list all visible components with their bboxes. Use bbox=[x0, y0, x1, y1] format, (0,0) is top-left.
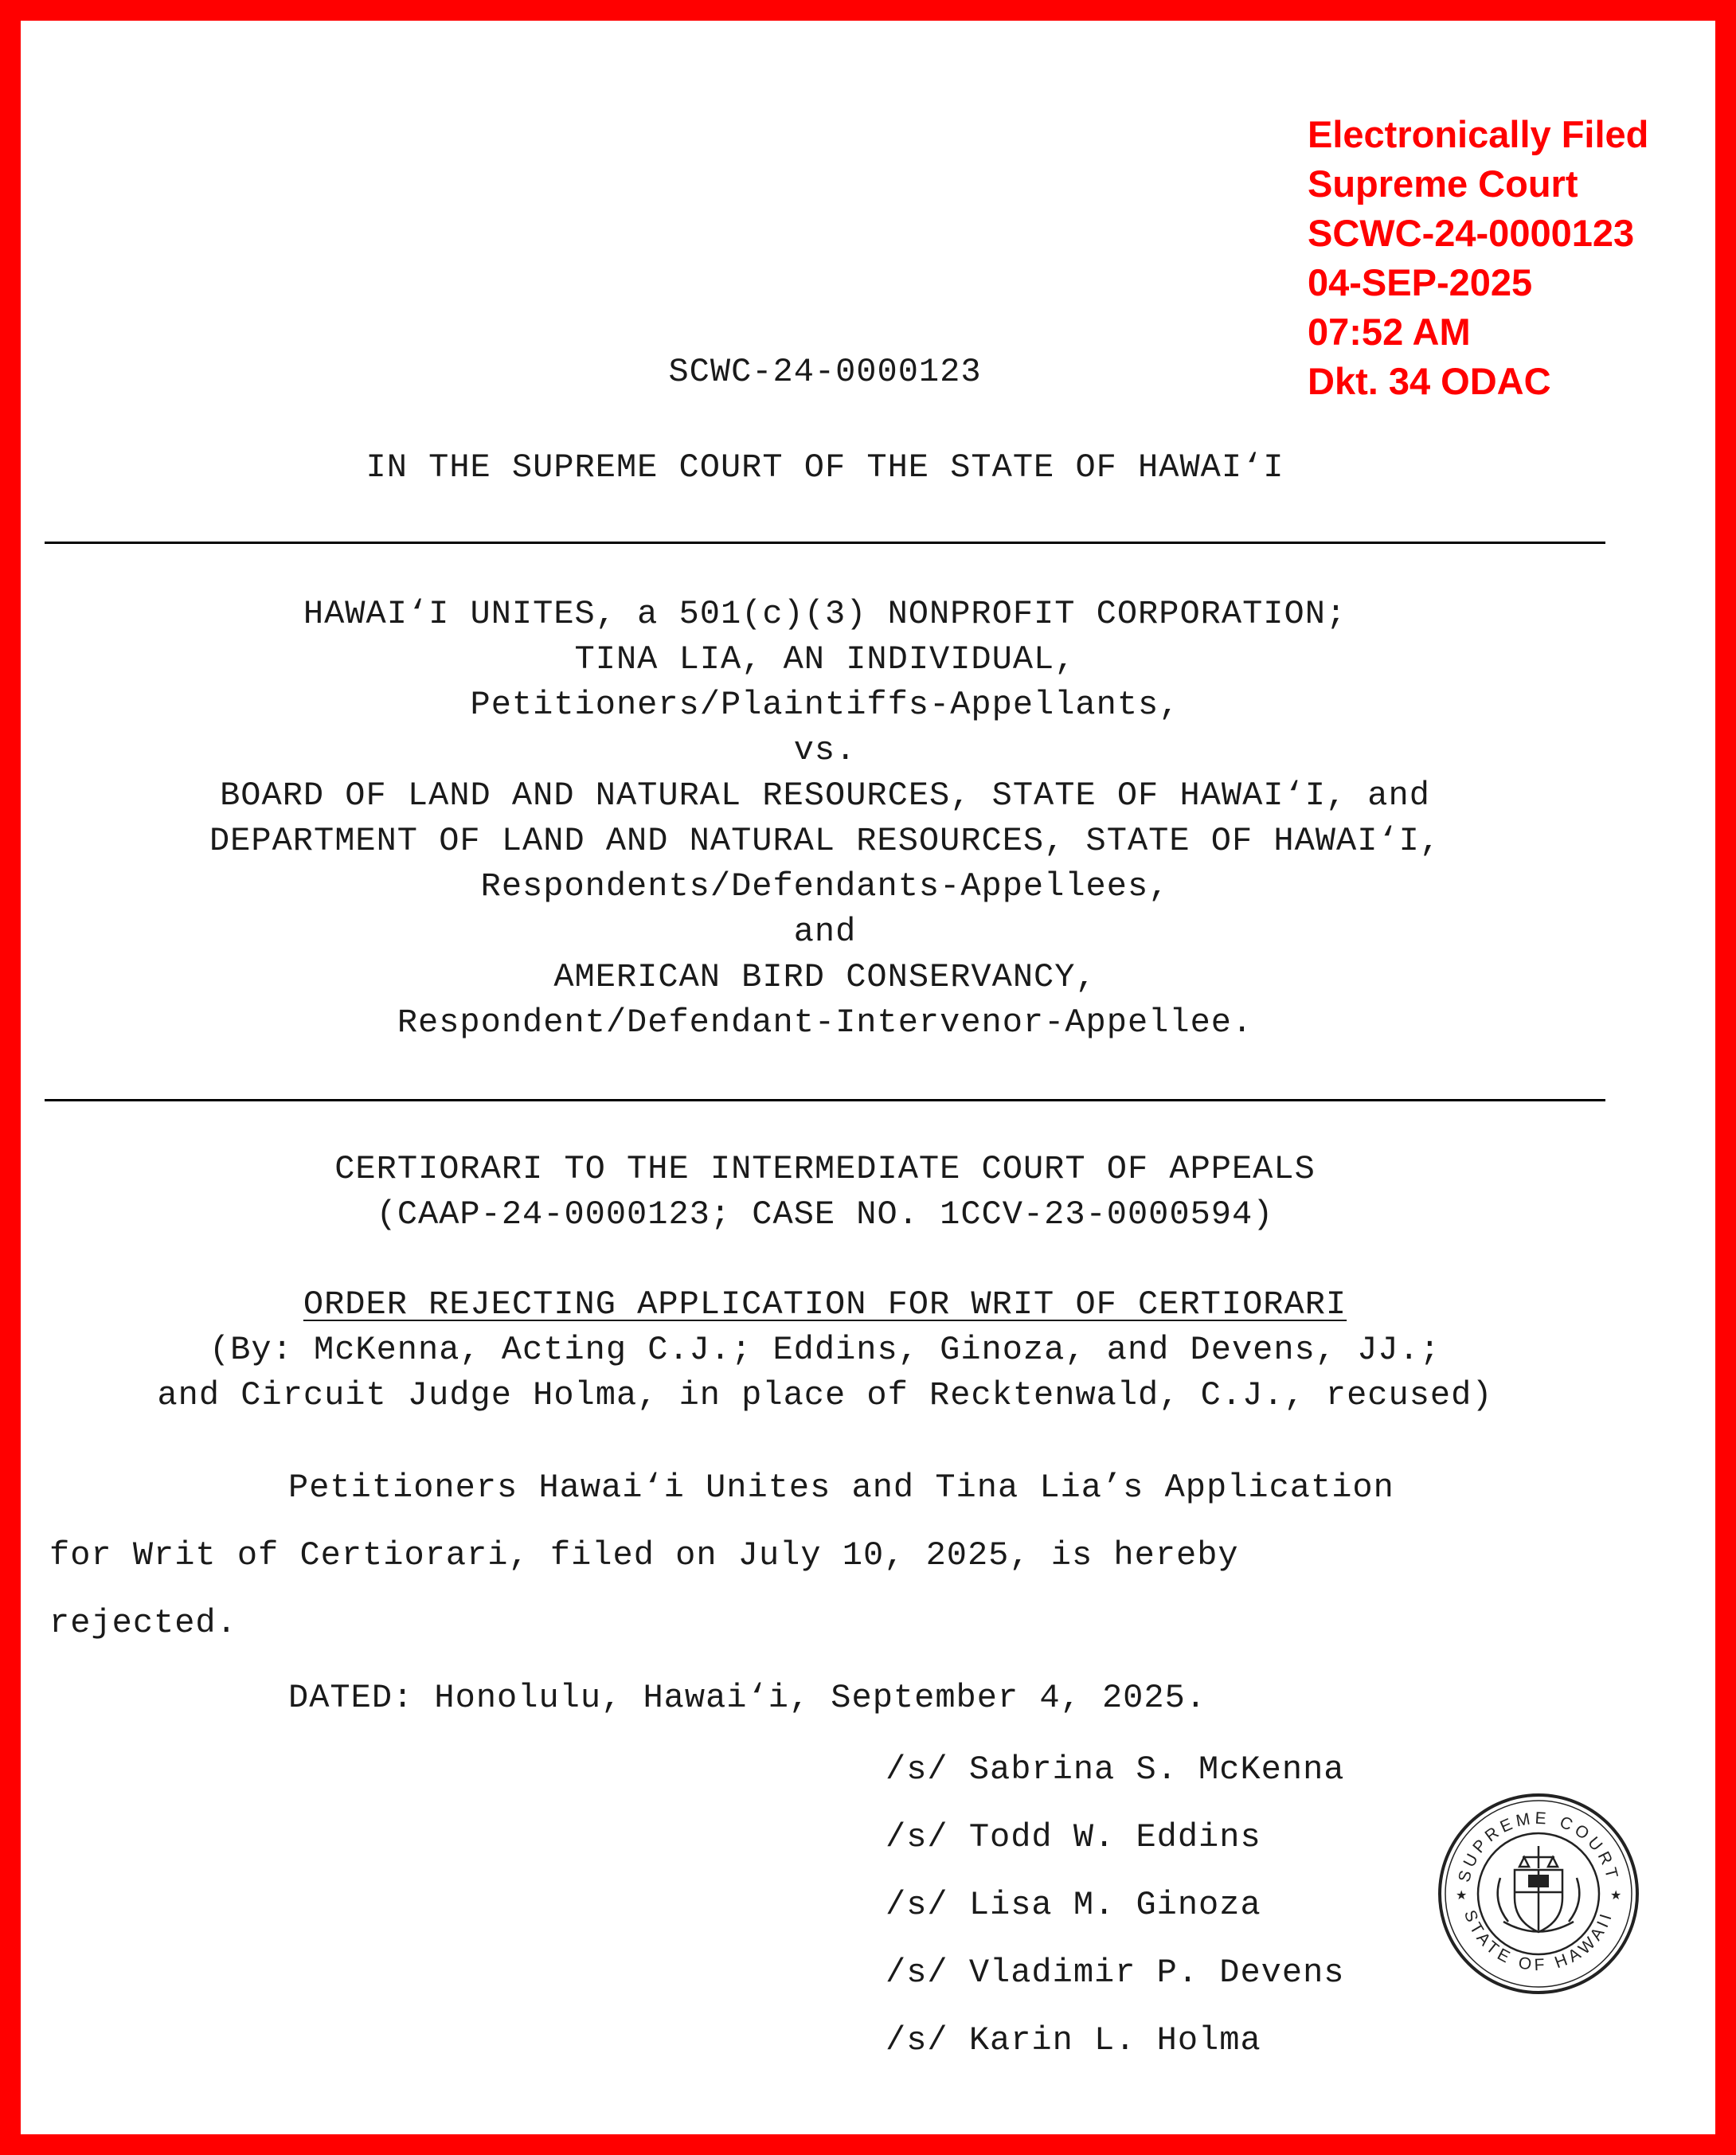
svg-text:★: ★ bbox=[1610, 1887, 1622, 1903]
order-body bbox=[49, 1454, 1394, 1657]
stamp-line: Dkt. 34 ODAC bbox=[1308, 360, 1551, 402]
seal-top-text: SUPREME COURT bbox=[1455, 1809, 1622, 1884]
panel-line: and Circuit Judge Holma, in place of Recktenwald, C.J., recused) bbox=[157, 1376, 1493, 1414]
party-line: and bbox=[793, 913, 857, 951]
certiorari-heading bbox=[45, 1147, 1605, 1238]
stamp-line: Supreme Court bbox=[1308, 162, 1578, 205]
divider bbox=[45, 1099, 1605, 1101]
signature-line: /s/ Todd W. Eddins bbox=[886, 1818, 1261, 1856]
body-line: rejected. bbox=[49, 1604, 237, 1642]
case-number: SCWC-24-0000123 bbox=[668, 353, 982, 391]
panel-line: (By: McKenna, Acting C.J.; Eddins, Ginoza, and Devens, JJ.; bbox=[209, 1331, 1441, 1369]
party-line: Petitioners/Plaintiffs-Appellants, bbox=[470, 686, 1180, 724]
seal-bottom-text: STATE OF HAWAII bbox=[1460, 1907, 1617, 1975]
signature-line: /s/ Karin L. Holma bbox=[886, 2021, 1261, 2059]
party-line: HAWAI‘I UNITES, a 501(c)(3) NONPROFIT CORPORATION; bbox=[303, 595, 1347, 633]
signature-block bbox=[886, 1736, 1345, 2075]
certiorari-line: (CAAP-24-0000123; CASE NO. 1CCV-23-0000594) bbox=[376, 1195, 1274, 1234]
signature-line: /s/ Lisa M. Ginoza bbox=[886, 1886, 1261, 1924]
order-title: ORDER REJECTING APPLICATION FOR WRIT OF CERTIORARI bbox=[303, 1285, 1347, 1324]
party-line: BOARD OF LAND AND NATURAL RESOURCES, STATE OF HAWAI‘I, and bbox=[220, 776, 1430, 815]
party-line: Respondents/Defendants-Appellees, bbox=[480, 867, 1170, 905]
dated-line: DATED: Honolulu, Hawai‘i, September 4, 2025. bbox=[288, 1679, 1206, 1717]
divider bbox=[45, 542, 1605, 544]
signature-line: /s/ Vladimir P. Devens bbox=[886, 1954, 1345, 1992]
signature-line: /s/ Sabrina S. McKenna bbox=[886, 1750, 1345, 1789]
order-heading bbox=[45, 1282, 1605, 1418]
svg-text:★: ★ bbox=[1456, 1887, 1468, 1903]
stamp-line: 04-SEP-2025 bbox=[1308, 261, 1533, 303]
court-seal-icon bbox=[1435, 1790, 1642, 1997]
stamp-line: Electronically Filed bbox=[1308, 113, 1649, 155]
party-line: AMERICAN BIRD CONSERVANCY, bbox=[553, 958, 1097, 996]
party-line: DEPARTMENT OF LAND AND NATURAL RESOURCES, STATE OF HAWAI‘I, bbox=[209, 822, 1441, 860]
court-heading: IN THE SUPREME COURT OF THE STATE OF HAWAI‘I bbox=[366, 448, 1284, 487]
body-line: for Writ of Certiorari, filed on July 10, 2025, is hereby bbox=[49, 1536, 1239, 1574]
body-line: Petitioners Hawai‘i Unites and Tina Lia’s Application bbox=[288, 1469, 1394, 1507]
party-line: Respondent/Defendant-Intervenor-Appellee. bbox=[397, 1003, 1253, 1042]
certiorari-line: CERTIORARI TO THE INTERMEDIATE COURT OF APPEALS bbox=[334, 1150, 1316, 1188]
case-caption bbox=[45, 592, 1605, 1046]
stamp-line: SCWC-24-0000123 bbox=[1308, 212, 1635, 254]
stamp-line: 07:52 AM bbox=[1308, 311, 1471, 353]
party-line: TINA LIA, AN INDIVIDUAL, bbox=[574, 640, 1076, 679]
party-line: vs. bbox=[793, 731, 857, 769]
